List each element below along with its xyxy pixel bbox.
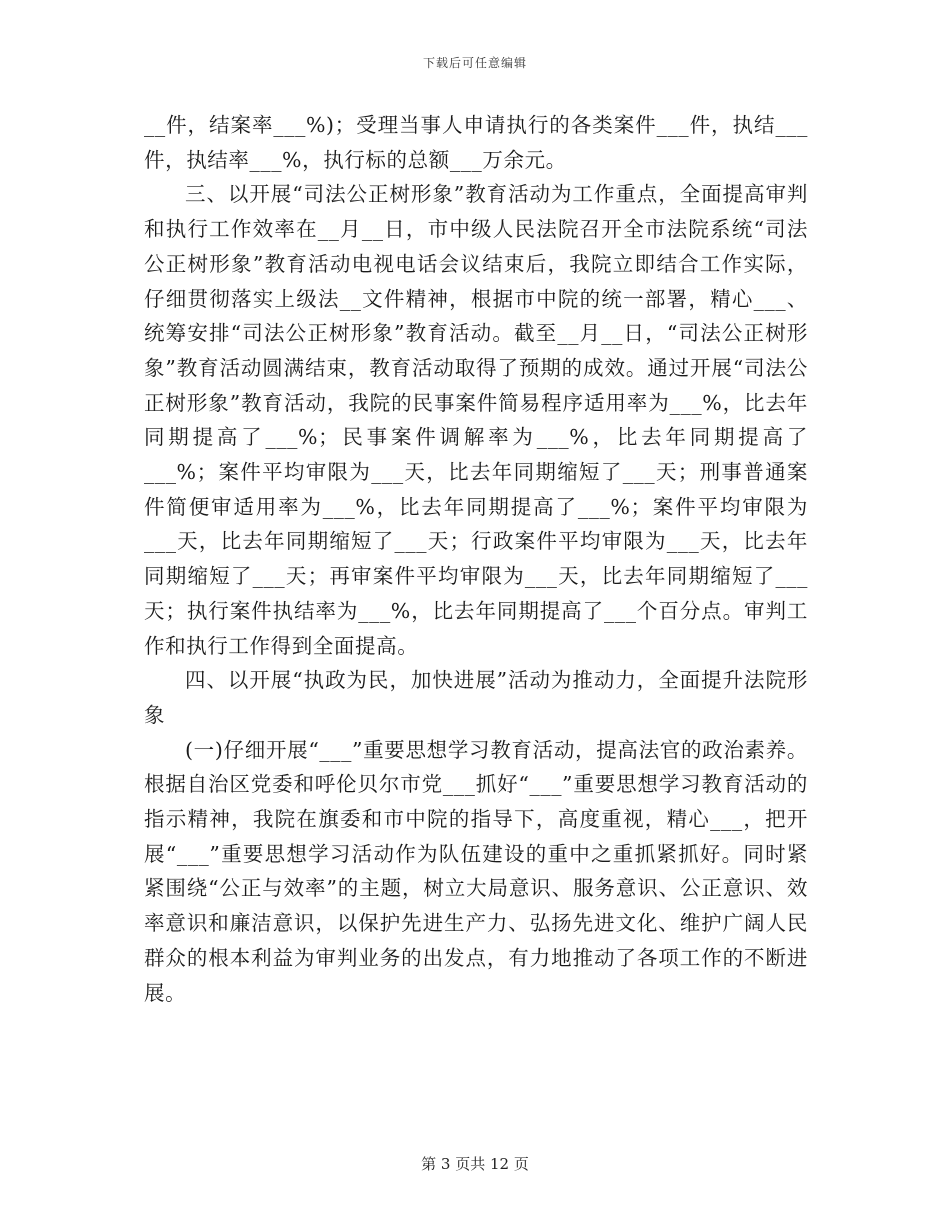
paragraph-section-three: 三、以开展“司法公正树形象”教育活动为工作重点，全面提高审判和执行工作效率在__月__日，市中级人民法院召开全市法院系统“司法公正树形象”教育活动电视电话会议结束后，我院立即结合工作实际，仔细贯彻落实上级法__文件精神，根据市中院的统一部署，精心___、统筹安排“司法公正树形象”教育活动。截至__月__日，“司法公正树形象”教育活动圆满结束，教育活动取得了预期的成效。通过开展“司法公正树形象”教育活动，我院的民事案件简易程序适用率为___%，比去年同期提高了___%；民事案件调解率为___%，比去年同期提高了___%；案件平均审限为___天，比去年同期缩短了___天；刑事普通案件简便审适用率为___%，比去年同期提高了___%；案件平均审限为___天，比去年同期缩短了___天；行政案件平均审限为___天，比去年同期缩短了___天；再审案件平均审限为___天，比去年同期缩短了___天；执行案件执结率为___%，比去年同期提高了___个百分点。审判工作和执行工作得到全面提高。 bbox=[144, 182, 808, 658]
page-header: 下载后可任意编辑 bbox=[422, 56, 527, 70]
paragraph-subsection-one: (一)仔细开展“___”重要思想学习教育活动，提高法官的政治素养。根据自治区党委和呼伦贝尔市党___抓好“___”重要思想学习教育活动的指示精神，我院在旗委和市中院的指导下，高度重视，精心___，把开展“___”重要思想学习活动作为队伍建设的重中之重抓紧抓好。同时紧紧围绕“公正与效率”的主题，树立大局意识、服务意识、公正意识、效率意识和廉洁意识，以保护先进生产力、弘扬先进文化、维护广阔人民群众的根本利益为审判业务的出发点，有力地推动了各项工作的不断进展。 bbox=[144, 737, 808, 1005]
document-body bbox=[144, 108, 808, 1010]
paragraph-case-stats: __件，结案率___%)；受理当事人申请执行的各类案件___件，执结___件，执结率___%，执行标的总额___万余元。 bbox=[144, 113, 808, 172]
paragraph-section-four-heading: 四、以开展“执政为民，加快进展”活动为推动力，全面提升法院形象 bbox=[144, 668, 808, 727]
page-number: 第 3 页共 12 页 bbox=[421, 1155, 529, 1173]
